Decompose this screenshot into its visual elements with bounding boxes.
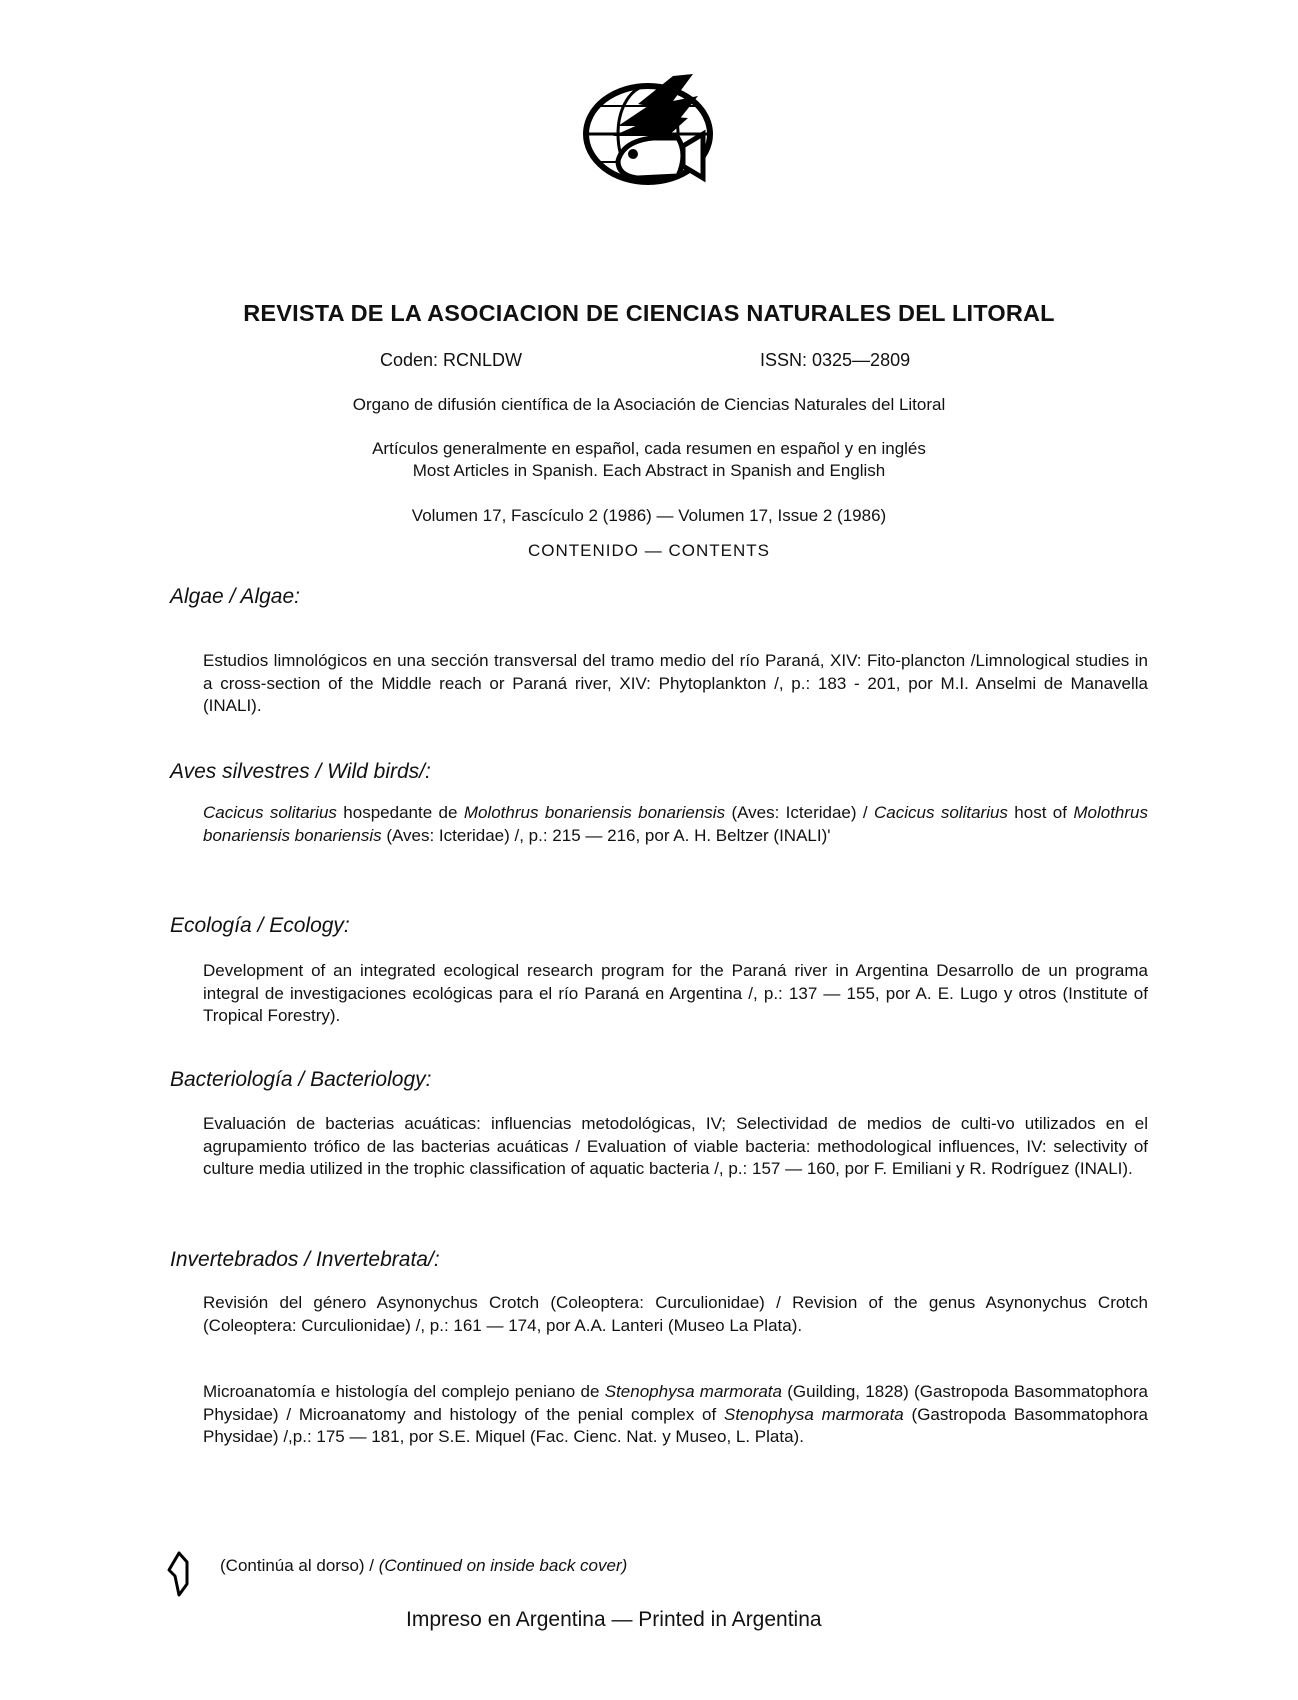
entry-text: Microanatomía e histología del complejo peniano de: [203, 1382, 605, 1401]
section-heading-algae: Algae / Algae:: [170, 585, 300, 608]
article-entry: Development of an integrated ecological research program for the Paraná river in Argentina Desarrollo de un programa integral de investigaciones ecológicas para el río Paraná en Argentina /, p.: 137 — 155, por A. E. Lugo y otros (Institute of Tropical Forestry).: [203, 961, 1148, 1025]
article-entry: [203, 1381, 1148, 1449]
article-entry: Revisión del género Asynonychus Crotch (Coleoptera: Curculionidae) / Revision of the genus Asynonychus Crotch (Coleoptera: Curculionidae) /, p.: 161 — 174, por A.A. Lanteri (Museo La Plata).: [203, 1293, 1148, 1335]
pointing-hand-icon: [165, 1550, 193, 1598]
species-name: Stenophysa marmorata: [724, 1404, 904, 1424]
section-heading-ecology: Ecología / Ecology:: [170, 914, 350, 937]
entry-text: (Gastropoda Basommatophora Physidae) /,p.: 175 — 181, por S.E. Miquel (Fac. Cienc. Nat. y Museo, L. Plata).: [203, 1404, 1149, 1446]
section-heading-invertebrata: Invertebrados / Invertebrata/:: [170, 1248, 440, 1271]
species-name: Molothrus bonariensis bonariensis: [463, 803, 726, 822]
organ-description: Organo de difusión científica de la Asociación de Ciencias Naturales del Litoral: [352, 395, 946, 414]
language-note-en: Most Articles in Spanish. Each Abstract in Spanish and English: [412, 461, 886, 480]
article-entry: Evaluación de bacterias acuáticas: influencias metodológicas, IV; Selectividad de medios de culti-vo utilizados en el agrupamiento trófico de las bacterias acuáticas / Evaluation of viable bacteria: methodological influences, IV: selectivity of culture media utilized in the trophic classification of aquatic bacteria /, p.: 157 — 160, por F. Emiliani y R. Rodríguez (INALI).: [203, 1114, 1148, 1178]
issn: ISSN: 0325—2809: [760, 350, 911, 370]
coden: Coden: RCNLDW: [380, 350, 523, 370]
printed-in: Impreso en Argentina — Printed in Argentina: [406, 1608, 822, 1631]
entry-text: hospedante de: [336, 803, 464, 822]
continued-es: (Continúa al dorso) /: [220, 1556, 379, 1575]
article-entry: [203, 802, 1148, 847]
entry-text: (Guilding, 1828) (Gastropoda Basommatophora Physidae) / Microanatomy and histology of the penial complex of: [203, 1382, 1149, 1424]
species-name: Cacicus solitarius: [874, 803, 1008, 822]
species-name: Molothrus bonariensis bonariensis: [203, 803, 1148, 845]
journal-title: REVISTA DE LA ASOCIACION DE CIENCIAS NATURALES DEL LITORAL: [243, 300, 1055, 326]
species-name: Stenophysa marmorata: [604, 1382, 782, 1401]
species-name: Cacicus solitarius: [203, 803, 337, 822]
entry-text: (Aves: Icteridae) /: [725, 803, 875, 822]
journal-logo: [578, 66, 728, 191]
continued-note: [220, 1556, 627, 1576]
continued-en: (Continued on inside back cover): [378, 1556, 628, 1575]
article-entry: Estudios limnológicos en una sección transversal del tramo medio del río Paraná, XIV: Fito-plancton /Limnological studies in a cross-section of the Middle reach or Paraná river, XIV: Phytoplankton /, p.: 183 - 201, por M.I. Anselmi de Manavella (INALI).: [203, 651, 1148, 715]
language-note-es: Artículos generalmente en español, cada resumen en español y en inglés: [372, 439, 926, 458]
entry-text: (Aves: Icteridae) /, p.: 215 — 216, por A. H. Beltzer (INALI)': [381, 825, 831, 845]
section-heading-wild-birds: Aves silvestres / Wild birds/:: [170, 760, 431, 783]
section-heading-bacteriology: Bacteriología / Bacteriology:: [170, 1068, 432, 1091]
volume-info: Volumen 17, Fascículo 2 (1986) — Volumen 17, Issue 2 (1986): [411, 506, 887, 525]
entry-text: host of: [1007, 803, 1074, 822]
contents-heading: CONTENIDO — CONTENTS: [528, 541, 770, 560]
